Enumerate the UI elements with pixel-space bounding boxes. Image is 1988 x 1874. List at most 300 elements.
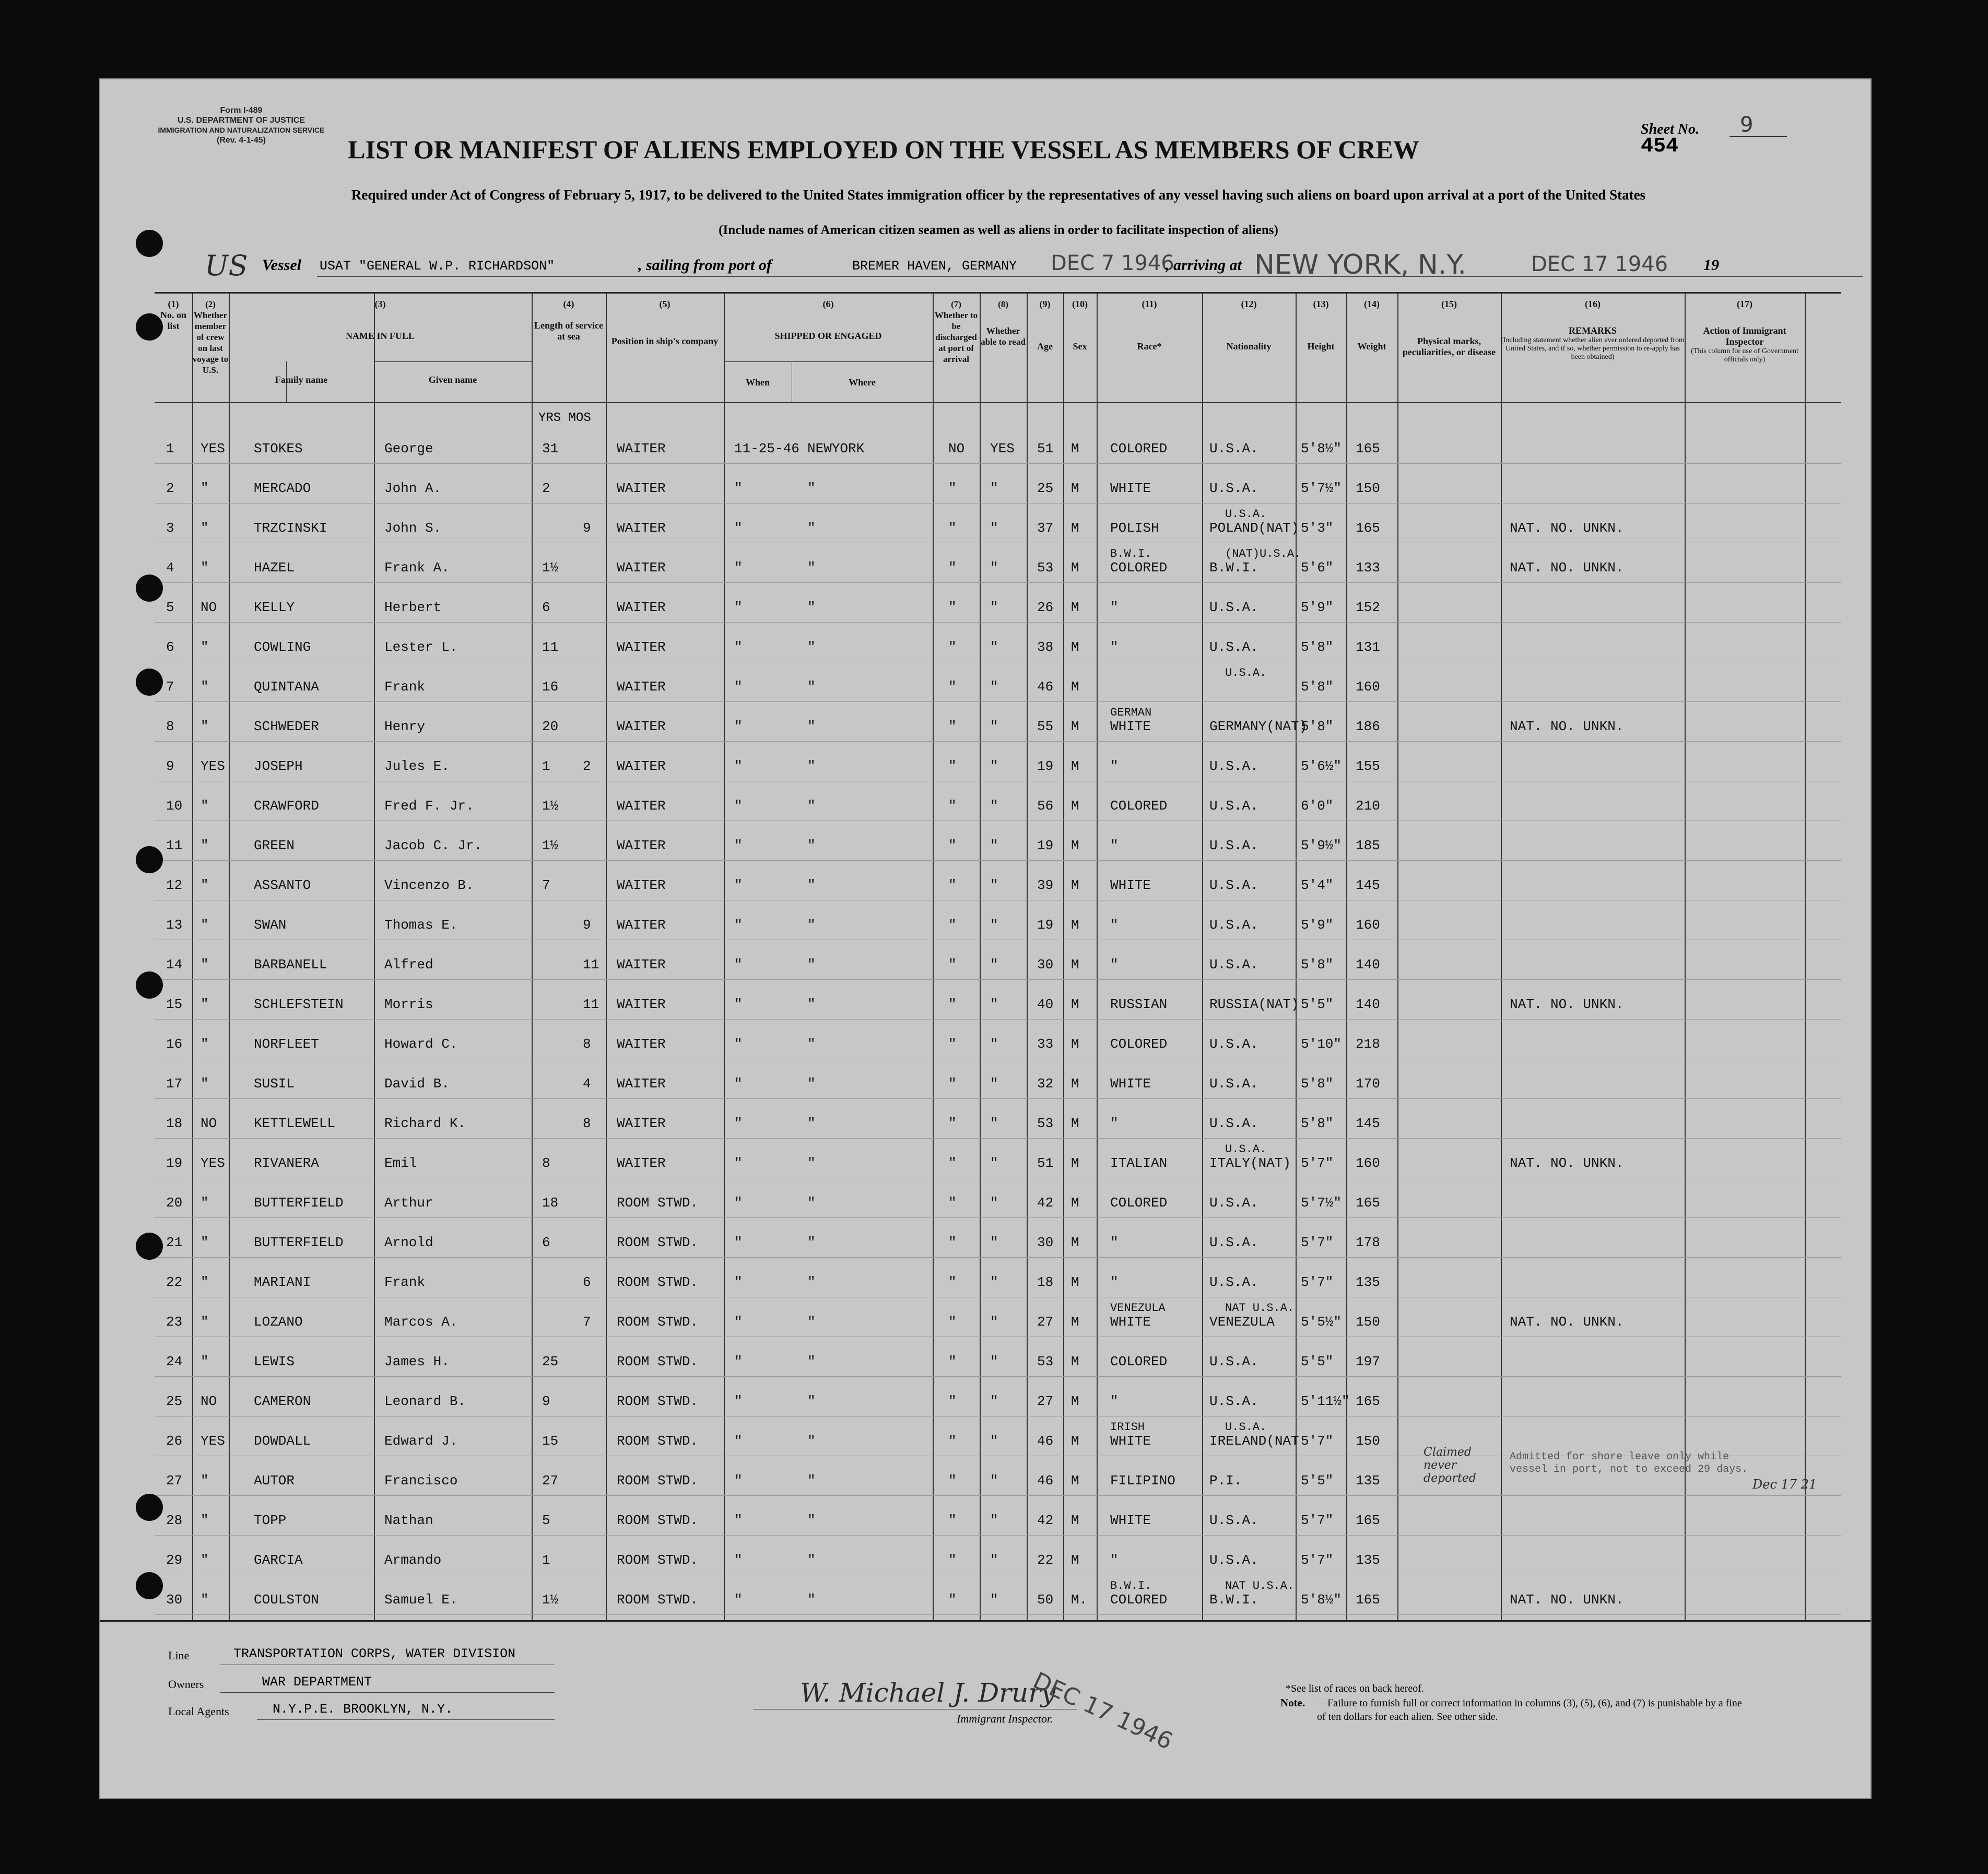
age: 55 — [1037, 719, 1054, 734]
family-name: CRAWFORD — [254, 798, 319, 814]
discharged: NO — [948, 441, 965, 456]
family-name: BUTTERFIELD — [254, 1195, 344, 1211]
given-name: John A. — [384, 481, 442, 496]
service-months: 6 — [583, 1274, 591, 1290]
subtitle-note: (Include names of American citizen seamen as well as aliens in order to facilitate inspection of aliens) — [719, 223, 1278, 237]
able-to-read: " — [990, 639, 998, 655]
punch-hole — [136, 1572, 163, 1599]
remarks: Admitted for shore leave only while vessel in port, not to exceed 29 days. — [1510, 1451, 1748, 1475]
shipped-when: " — [734, 1274, 743, 1290]
race: RUSSIAN — [1110, 997, 1168, 1012]
position: WAITER — [617, 997, 666, 1012]
race: ITALIAN — [1110, 1155, 1168, 1171]
shipped-where: " — [807, 957, 816, 973]
sex: M — [1071, 838, 1079, 853]
table-row — [155, 940, 1841, 982]
discharged: " — [948, 1195, 957, 1211]
punch-hole — [136, 971, 163, 999]
able-to-read: " — [990, 1393, 998, 1409]
sex: M — [1071, 1314, 1079, 1330]
weight: 145 — [1356, 1116, 1380, 1131]
family-name: SCHWEDER — [254, 719, 319, 734]
discharged: " — [948, 1513, 957, 1528]
shipped-when: " — [734, 1393, 743, 1409]
inspector-signature: W. Michael J. Drury — [800, 1678, 1056, 1708]
sex: M — [1071, 997, 1079, 1012]
table-row — [155, 623, 1841, 664]
col13-header: (13) Height — [1307, 299, 1335, 352]
weight: 140 — [1356, 997, 1380, 1012]
age: 25 — [1037, 481, 1054, 496]
family-name: TOPP — [254, 1513, 287, 1528]
discharged: " — [948, 1036, 957, 1052]
age: 30 — [1037, 1235, 1054, 1250]
weight: 218 — [1356, 1036, 1380, 1052]
race: " — [1110, 957, 1119, 973]
sex: M — [1071, 1354, 1079, 1369]
nationality-correction: U.S.A. — [1225, 1143, 1267, 1156]
position: ROOM STWD. — [617, 1552, 699, 1568]
service-months: 9 — [583, 520, 591, 536]
col16-header: (16) REMARKS (Including statement whether alien ever ordered deported from United States, and if so, whether permission to re-apply has been obtained) — [1501, 299, 1685, 361]
table-row — [155, 1139, 1841, 1180]
col15-header: (15) Physical marks, peculiarities, or disease — [1402, 299, 1496, 357]
sex: M — [1071, 1116, 1079, 1131]
given-name: Edward J. — [384, 1433, 458, 1449]
last-voyage: " — [201, 679, 209, 695]
race: COLORED — [1110, 1195, 1168, 1211]
nationality: P.I. — [1209, 1473, 1242, 1489]
nationality: B.W.I. — [1209, 560, 1258, 576]
service-months: 8 — [583, 1116, 591, 1131]
col6-where-header: Where — [849, 377, 876, 388]
race: " — [1110, 1552, 1119, 1568]
row-number: 13 — [166, 917, 183, 933]
able-to-read: " — [990, 1592, 998, 1608]
service-years: 2 — [542, 481, 550, 496]
able-to-read: " — [990, 957, 998, 973]
nationality: U.S.A. — [1209, 1116, 1258, 1131]
given-name: Armando — [384, 1552, 442, 1568]
age: 46 — [1037, 1433, 1054, 1449]
table-row — [155, 821, 1841, 863]
subtitle: Required under Act of Congress of February 5, 1917, to be delivered to the United States immigration officer by the representatives of any vessel having such aliens on board upon arrival at a port of the United States — [351, 187, 1646, 203]
service-years: 18 — [542, 1195, 559, 1211]
weight: 178 — [1356, 1235, 1380, 1250]
able-to-read: " — [990, 877, 998, 893]
position: WAITER — [617, 1036, 666, 1052]
remarks: NAT. NO. UNKN. — [1510, 1592, 1624, 1608]
row-number: 1 — [166, 441, 174, 456]
row-number: 8 — [166, 719, 174, 734]
age: 27 — [1037, 1393, 1054, 1409]
age: 27 — [1037, 1314, 1054, 1330]
race: COLORED — [1110, 441, 1168, 456]
age: 37 — [1037, 520, 1054, 536]
discharged: " — [948, 1076, 957, 1092]
row-number: 22 — [166, 1274, 183, 1290]
height: 5'8" — [1301, 719, 1334, 734]
age: 53 — [1037, 1116, 1054, 1131]
footer-rule — [100, 1620, 1871, 1622]
position: WAITER — [617, 917, 666, 933]
race: COLORED — [1110, 560, 1168, 576]
height: 5'5" — [1301, 997, 1334, 1012]
table-row — [155, 1536, 1841, 1577]
last-voyage: YES — [201, 1433, 225, 1449]
height: 5'8" — [1301, 1116, 1334, 1131]
nationality: U.S.A. — [1209, 1513, 1258, 1528]
nationality: GERMANY(NAT) — [1209, 719, 1308, 734]
row-number: 14 — [166, 957, 183, 973]
race: FILIPINO — [1110, 1473, 1175, 1489]
form-identifier — [158, 106, 325, 145]
row-number: 15 — [166, 997, 183, 1012]
family-name: NORFLEET — [254, 1036, 319, 1052]
sex: M — [1071, 1076, 1079, 1092]
shipped-when: " — [734, 1116, 743, 1131]
position: WAITER — [617, 441, 666, 456]
punch-hole — [136, 1494, 163, 1521]
race-correction: GERMAN — [1110, 706, 1152, 719]
nationality: U.S.A. — [1209, 1393, 1258, 1409]
hand-date: Dec 17 21 — [1752, 1477, 1817, 1492]
name-subheader-rule — [375, 361, 532, 362]
height: 5'7½" — [1301, 481, 1342, 496]
family-name: RIVANERA — [254, 1155, 319, 1171]
service-years: 27 — [542, 1473, 559, 1489]
service-years: 6 — [542, 600, 550, 615]
given-name: Thomas E. — [384, 917, 458, 933]
sex: M — [1071, 719, 1079, 734]
height: 5'5" — [1301, 1473, 1334, 1489]
form-revision: (Rev. 4-1-45) — [217, 136, 266, 145]
family-name: GREEN — [254, 838, 295, 853]
last-voyage: NO — [201, 1116, 217, 1131]
age: 38 — [1037, 639, 1054, 655]
weight: 135 — [1356, 1473, 1380, 1489]
shipped-where: " — [807, 1155, 816, 1171]
given-name: Nathan — [384, 1513, 433, 1528]
shipped-when: " — [734, 1314, 743, 1330]
shipped-where: " — [807, 1274, 816, 1290]
shipped-where: " — [807, 997, 816, 1012]
shipped-where: " — [807, 560, 816, 576]
able-to-read: " — [990, 1116, 998, 1131]
last-voyage: " — [201, 1473, 209, 1489]
age: 42 — [1037, 1513, 1054, 1528]
family-name: TRZCINSKI — [254, 520, 327, 536]
nationality-correction: NAT U.S.A. — [1225, 1302, 1295, 1315]
punch-hole — [136, 575, 163, 602]
nationality-correction: U.S.A. — [1225, 666, 1267, 680]
last-voyage: YES — [201, 441, 225, 456]
line-value: TRANSPORTATION CORPS, WATER DIVISION — [233, 1646, 516, 1661]
service-years: 1 — [542, 1552, 550, 1568]
given-name: John S. — [384, 520, 442, 536]
race-correction: IRISH — [1110, 1421, 1145, 1434]
weight: 150 — [1356, 1433, 1380, 1449]
position: WAITER — [617, 520, 666, 536]
family-name: ASSANTO — [254, 877, 311, 893]
row-number: 2 — [166, 481, 174, 496]
position: ROOM STWD. — [617, 1235, 699, 1250]
sex: M — [1071, 600, 1079, 615]
shipped-when: " — [734, 957, 743, 973]
last-voyage: " — [201, 1314, 209, 1330]
shipped-where: " — [807, 481, 816, 496]
shipped-when: " — [734, 1354, 743, 1369]
table-row — [155, 742, 1841, 783]
discharged: " — [948, 1433, 957, 1449]
table-row — [155, 1178, 1841, 1220]
discharged: " — [948, 481, 957, 496]
last-voyage: " — [201, 1076, 209, 1092]
last-voyage: " — [201, 520, 209, 536]
discharged: " — [948, 600, 957, 615]
discharged: " — [948, 997, 957, 1012]
age: 19 — [1037, 917, 1054, 933]
service-years: 1 — [542, 758, 550, 774]
race: WHITE — [1110, 877, 1151, 893]
shipped-where: " — [807, 838, 816, 853]
nationality: B.W.I. — [1209, 1592, 1258, 1608]
family-name: STOKES — [254, 441, 303, 456]
service-months: 4 — [583, 1076, 591, 1092]
race: WHITE — [1110, 481, 1151, 496]
row-number: 28 — [166, 1513, 183, 1528]
able-to-read: " — [990, 1195, 998, 1211]
table-row — [155, 662, 1841, 704]
weight: 152 — [1356, 600, 1380, 615]
table-row — [155, 1377, 1841, 1419]
service-name: IMMIGRATION AND NATURALIZATION SERVICE — [158, 126, 325, 134]
row-number: 18 — [166, 1116, 183, 1131]
weight: 185 — [1356, 838, 1380, 853]
form-number: Form I-489 — [220, 106, 263, 115]
weight: 160 — [1356, 1155, 1380, 1171]
sheet-number: 9 — [1740, 113, 1754, 137]
col9-header: (9) Age — [1037, 299, 1053, 352]
inspection-date-stamp: DEC 17 1946 — [1029, 1667, 1177, 1755]
shipped-when: " — [734, 481, 743, 496]
race: WHITE — [1110, 1513, 1151, 1528]
sailed-date-stamp: DEC 7 1946 — [1051, 251, 1174, 275]
shipped-where: " — [807, 1433, 816, 1449]
discharged: " — [948, 560, 957, 576]
punch-hole — [136, 846, 163, 873]
shipped-where: " — [807, 1076, 816, 1092]
sex: M — [1071, 798, 1079, 814]
last-voyage: NO — [201, 1393, 217, 1409]
last-voyage: " — [201, 1195, 209, 1211]
age: 46 — [1037, 1473, 1054, 1489]
footer — [100, 1620, 1871, 1798]
table-row — [155, 503, 1841, 545]
age: 18 — [1037, 1274, 1054, 1290]
age: 19 — [1037, 758, 1054, 774]
col17-header: (17) Action of Immigrant Inspector (This column for use of Government officials only) — [1691, 299, 1798, 364]
table-row — [155, 1218, 1841, 1260]
shipped-where: " — [807, 1235, 816, 1250]
race: " — [1110, 1274, 1119, 1290]
family-name: MERCADO — [254, 481, 311, 496]
height: 5'6" — [1301, 560, 1334, 576]
discharged: " — [948, 1274, 957, 1290]
table-row — [155, 543, 1841, 585]
shipped-when: " — [734, 1433, 743, 1449]
shipped-when: " — [734, 1473, 743, 1489]
last-voyage: " — [201, 957, 209, 973]
family-name: DOWDALL — [254, 1433, 311, 1449]
height: 5'7" — [1301, 1235, 1334, 1250]
sex: M. — [1071, 1592, 1088, 1608]
manifest-sheet — [99, 78, 1872, 1799]
given-name: Jacob C. Jr. — [384, 838, 483, 853]
remarks: NAT. NO. UNKN. — [1510, 520, 1624, 536]
stamp-number: 454 — [1641, 135, 1679, 158]
service-years: 11 — [542, 639, 559, 655]
service-years: 1½ — [542, 838, 559, 853]
row-number: 30 — [166, 1592, 183, 1608]
table-row — [155, 1020, 1841, 1061]
discharged: " — [948, 1235, 957, 1250]
last-voyage: " — [201, 560, 209, 576]
owners-underline — [220, 1692, 555, 1693]
weight: 160 — [1356, 917, 1380, 933]
row-number: 23 — [166, 1314, 183, 1330]
last-voyage: " — [201, 917, 209, 933]
weight: 135 — [1356, 1552, 1380, 1568]
last-voyage: YES — [201, 758, 225, 774]
weight: 165 — [1356, 1592, 1380, 1608]
height: 5'7" — [1301, 1274, 1334, 1290]
service-months: 2 — [583, 758, 591, 774]
shipped-where: " — [807, 877, 816, 893]
race: " — [1110, 1235, 1119, 1250]
col3-given-header: Given name — [428, 374, 477, 385]
position: WAITER — [617, 1116, 666, 1131]
last-voyage: YES — [201, 1155, 225, 1171]
given-name: Frank — [384, 1274, 426, 1290]
shipped-when: " — [734, 1235, 743, 1250]
given-name: Marcos A. — [384, 1314, 458, 1330]
agents-value: N.Y.P.E. BROOKLYN, N.Y. — [273, 1702, 453, 1717]
weight: 165 — [1356, 1393, 1380, 1409]
discharged: " — [948, 1473, 957, 1489]
discharged: " — [948, 1592, 957, 1608]
sex: M — [1071, 1274, 1079, 1290]
weight: 145 — [1356, 877, 1380, 893]
row-number: 29 — [166, 1552, 183, 1568]
punch-hole — [136, 230, 163, 257]
position: WAITER — [617, 1076, 666, 1092]
shipped-where: " — [807, 1513, 816, 1528]
row-number: 7 — [166, 679, 174, 695]
position: ROOM STWD. — [617, 1513, 699, 1528]
col1-header: (1) No. on list — [160, 299, 186, 331]
race: WHITE — [1110, 1433, 1151, 1449]
remarks: NAT. NO. UNKN. — [1510, 719, 1624, 734]
discharged: " — [948, 520, 957, 536]
race: " — [1110, 1116, 1119, 1131]
last-voyage: " — [201, 639, 209, 655]
service-years: 15 — [542, 1433, 559, 1449]
note-label: Note. — [1280, 1696, 1305, 1709]
nationality: U.S.A. — [1209, 600, 1258, 615]
yrs-mos-label: YRS MOS — [538, 411, 591, 425]
shipped-where: NEWYORK — [807, 441, 865, 456]
last-voyage: " — [201, 1592, 209, 1608]
height: 5'8" — [1301, 957, 1334, 973]
shipped-where: " — [807, 520, 816, 536]
sex: M — [1071, 917, 1079, 933]
given-name: Morris — [384, 997, 433, 1012]
position: WAITER — [617, 679, 666, 695]
nationality: U.S.A. — [1209, 1235, 1258, 1250]
sex: M — [1071, 957, 1079, 973]
discharged: " — [948, 1393, 957, 1409]
table-row — [155, 464, 1841, 506]
able-to-read: YES — [990, 441, 1015, 456]
sex: M — [1071, 481, 1079, 496]
last-voyage: NO — [201, 600, 217, 615]
able-to-read: " — [990, 600, 998, 615]
shipped-where: " — [807, 1314, 816, 1330]
age: 39 — [1037, 877, 1054, 893]
arrival-port: NEW YORK, N.Y. — [1254, 249, 1467, 280]
race: COLORED — [1110, 1592, 1168, 1608]
height: 5'4" — [1301, 877, 1334, 893]
given-name: Richard K. — [384, 1116, 466, 1131]
punch-hole — [136, 1233, 163, 1260]
position: WAITER — [617, 838, 666, 853]
nationality-correction: U.S.A. — [1225, 508, 1267, 521]
able-to-read: " — [990, 560, 998, 576]
age: 51 — [1037, 441, 1054, 456]
position: WAITER — [617, 1155, 666, 1171]
given-name: Francisco — [384, 1473, 458, 1489]
family-name: SUSIL — [254, 1076, 295, 1092]
table-row — [155, 1337, 1841, 1379]
row-number: 20 — [166, 1195, 183, 1211]
service-years: 1½ — [542, 560, 559, 576]
last-voyage: " — [201, 481, 209, 496]
family-name: LOZANO — [254, 1314, 303, 1330]
height: 5'8" — [1301, 1076, 1334, 1092]
able-to-read: " — [990, 719, 998, 734]
height: 5'7½" — [1301, 1195, 1342, 1211]
service-months: 7 — [583, 1314, 591, 1330]
sex: M — [1071, 1036, 1079, 1052]
discharged: " — [948, 1552, 957, 1568]
position: ROOM STWD. — [617, 1274, 699, 1290]
table-row — [155, 980, 1841, 1022]
able-to-read: " — [990, 1513, 998, 1528]
age: 42 — [1037, 1195, 1054, 1211]
able-to-read: " — [990, 1155, 998, 1171]
row-number: 12 — [166, 877, 183, 893]
hand-note: Claimed never deported — [1424, 1446, 1476, 1485]
family-name: HAZEL — [254, 560, 295, 576]
height: 5'7" — [1301, 1155, 1334, 1171]
sex: M — [1071, 560, 1079, 576]
service-years: 6 — [542, 1235, 550, 1250]
table-row — [155, 702, 1841, 744]
position: WAITER — [617, 957, 666, 973]
shipped-where: " — [807, 719, 816, 734]
family-name: CAMERON — [254, 1393, 311, 1409]
